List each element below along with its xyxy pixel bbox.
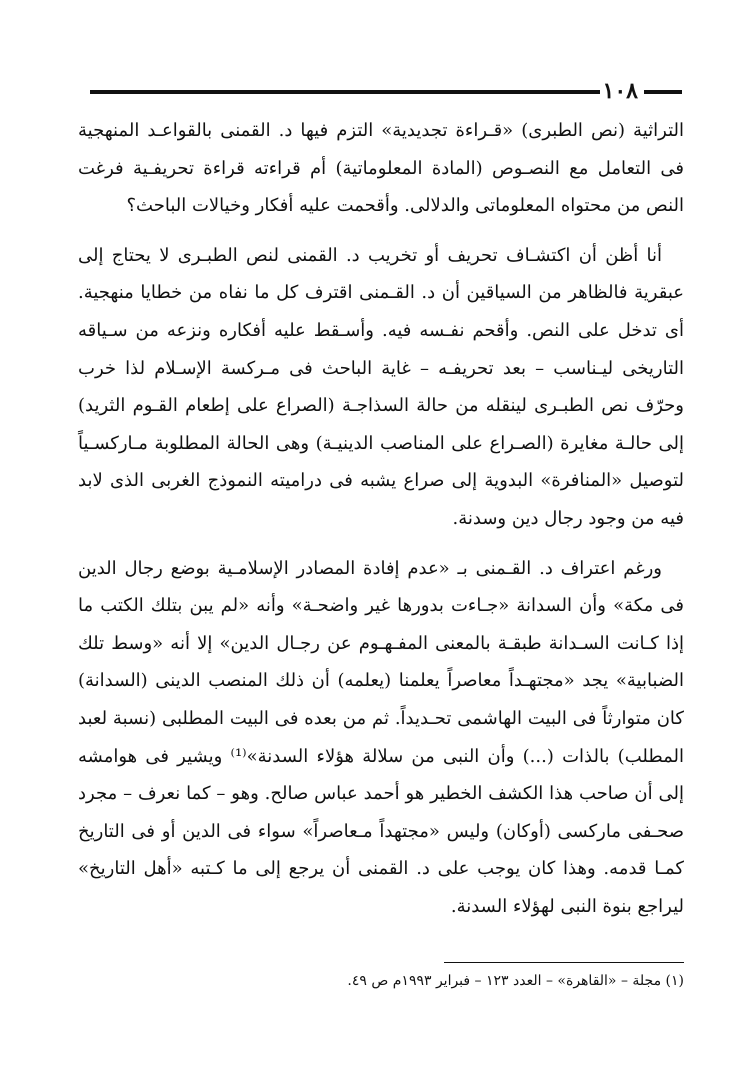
footnote-text: (١) مجلة – «القاهرة» – العدد ١٢٣ – فبراير ١٩٩٣م ص ٤٩. <box>347 973 684 989</box>
footnote-area <box>78 962 684 993</box>
header-rule <box>90 90 600 94</box>
footnote-rule <box>444 962 684 963</box>
paragraph-3: ورغم اعتراف د. القـمنى بـ «عدم إفادة المصادر الإسلامـية بوضع رجال الدين فى مكة» وأن السدانة «جـاءت بدورها غير واضحـة» وأنه «لم يبن بتلك الكتب ما إذا كـانت السـدانة طبقـة بالمعنى المفـهـوم عن رجـال الدين» إلا أنه «وسط تلك الضبابية» يجد «مجتهـداً معاصراً يعلمنا (يعلمه) أن ذلك المنصب الدينى (السدانة) كان متوارثاً فى البيت الهاشمى تحـديداً. ثم من بعده فى البيت المطلبى (نسبة لعبد المطلب) بالذات (...) وأن النبى من سلالة هؤلاء السدنة»⁽¹⁾ ويشير فى هوامشه إلى أن صاحب هذا الكشف الخطير هو أحمد عباس صالح. وهو – كما نعرف – مجرد صحـفى ماركسى (أوكان) وليس «مجتهداً مـعاصراً» سواء فى الدين أو فى التاريخ كمـا قدمه. وهذا كان يوجب على د. القمنى أن يرجع إلى ما كـتبه «أهل التاريخ» ليراجع بنوة النبى لهؤلاء السدنة. <box>78 557 684 917</box>
page-number: ١٠٨ <box>602 78 638 104</box>
paragraph-1: التراثية (نص الطبرى) «قـراءة تجديدية» التزم فيها د. القمنى بالقواعـد المنهجية فى التعامل مع النصـوص (المادة المعلوماتية) أم قراءته قراءة تحريفـية فرغت النص من محتواه المعلوماتى والدلالى. وأقحمت عليه أفكار وخيالات الباحث؟ <box>78 120 684 217</box>
body-text <box>78 112 684 937</box>
page-header <box>90 76 682 106</box>
page-number-dash <box>644 90 682 94</box>
paragraph-2: أنا أظن أن اكتشـاف تحريف أو تخريب د. القمنى لنص الطبـرى لا يحتاج إلى عبقرية فالظاهر من السياقين أن د. القـمنى اقترف كل ما نفاه من خطايا منهجية. أى تدخل على النص. وأقحم نفـسه فيه. وأسـقط عليه أفكاره ونزعه من سـياقه التاريخى ليـناسب – بعد تحريفـه – غاية الباحث فى مـركسة الإسـلام لذا خرب وحرّف نص الطبـرى لينقله من حالة السذاجـة (الصراع على إطعام القـوم الثريد) إلى حالـة مغايرة (الصـراع على المناصب الدينيـة) وهى الحالة المطلوبة مـاركسـياً لتوصيل «المنافرة» البدوية إلى صراع يشبه فى دراميته النموذج الغربى الذى لابد فيه من وجود رجال دين وسدنة. <box>78 244 684 529</box>
